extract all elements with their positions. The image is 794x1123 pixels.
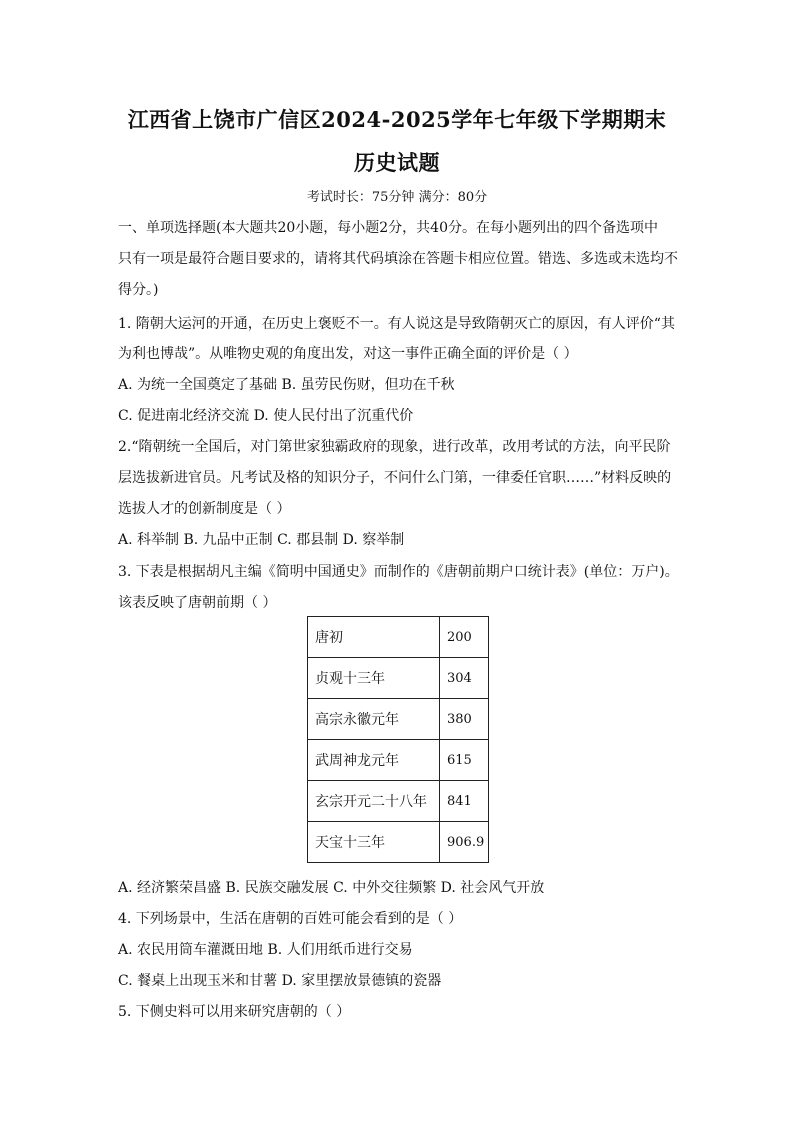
question-2-options: A. 科举制 B. 九品中正制 C. 郡县制 D. 察举制 [118, 532, 405, 548]
question-1-line-2: 为利也博哉”。从唯物史观的角度出发，对这一事件正确全面的评价是（ ） [118, 346, 578, 362]
question-4-line-1: 4. 下列场景中，生活在唐朝的百姓可能会看到的是（ ） [118, 911, 463, 927]
question-5-line-1: 5. 下侧史料可以用来研究唐朝的（ ） [118, 1004, 351, 1020]
table-row [308, 822, 489, 863]
question-2-line-2: 层选拔新进官员。凡考试及格的知识分子，不问什么门第，一律委任官职……”材料反映的 [118, 470, 672, 486]
question-3-options: A. 经济繁荣昌盛 B. 民族交融发展 C. 中外交往频繁 D. 社会风气开放 [118, 880, 545, 896]
table-row [308, 781, 489, 822]
exam-info: 考试时长：75分钟 满分：80分 [306, 190, 488, 205]
table-cell-period: 贞观十三年 [308, 658, 440, 699]
table-cell-households: 841 [440, 781, 489, 822]
table-cell-households: 906.9 [440, 822, 489, 863]
table-cell-period: 武周神龙元年 [308, 740, 440, 781]
question-3-line-1: 3. 下表是根据胡凡主编《简明中国通史》而制作的《唐朝前期户口统计表》(单位：万户)。 [118, 564, 679, 580]
table-cell-households: 380 [440, 699, 489, 740]
table-cell-households: 615 [440, 740, 489, 781]
table-row [308, 658, 489, 699]
question-2-line-3: 选拔人才的创新制度是（ ） [118, 501, 291, 517]
question-2-line-1: 2.“隋朝统一全国后，对门第世家独霸政府的现象，进行改革，改用考试的方法，向平民阶 [118, 439, 671, 455]
exam-subject-title: 历史试题 [354, 150, 440, 175]
household-statistics-table [307, 616, 489, 863]
table-cell-period: 天宝十三年 [308, 822, 440, 863]
table-row [308, 617, 489, 658]
section-instruction-line-1: 一、单项选择题(本大题共20小题，每小题2分，共40分。在每小题列出的四个备选项中 [118, 220, 658, 236]
question-1-options-2: C. 促进南北经济交流 D. 使人民付出了沉重代价 [118, 408, 414, 424]
table-row [308, 699, 489, 740]
question-1-options-1: A. 为统一全国奠定了基础 B. 虽劳民伤财，但功在千秋 [118, 377, 455, 393]
table-cell-households: 304 [440, 658, 489, 699]
question-4-options-1: A. 农民用筒车灌溉田地 B. 人们用纸币进行交易 [118, 942, 413, 958]
table-row [308, 740, 489, 781]
section-instruction-line-2: 只有一项是最符合题目要求的，请将其代码填涂在答题卡相应位置。错选、多选或未选均不 [118, 251, 678, 267]
table-cell-period: 高宗永徽元年 [308, 699, 440, 740]
section-instruction-line-3: 得分。) [118, 282, 159, 298]
table-cell-period: 唐初 [308, 617, 440, 658]
question-3-line-2: 该表反映了唐朝前期（ ） [118, 595, 277, 611]
table-cell-households: 200 [440, 617, 489, 658]
question-1-line-1: 1. 隋朝大运河的开通，在历史上褒贬不一。有人说这是导致隋朝灭亡的原因，有人评价“其 [118, 316, 675, 332]
question-4-options-2: C. 餐桌上出现玉米和甘薯 D. 家里摆放景德镇的瓷器 [118, 973, 442, 989]
table-cell-period: 玄宗开元二十八年 [308, 781, 440, 822]
exam-title: 江西省上饶市广信区2024-2025学年七年级下学期期末 [127, 107, 667, 132]
